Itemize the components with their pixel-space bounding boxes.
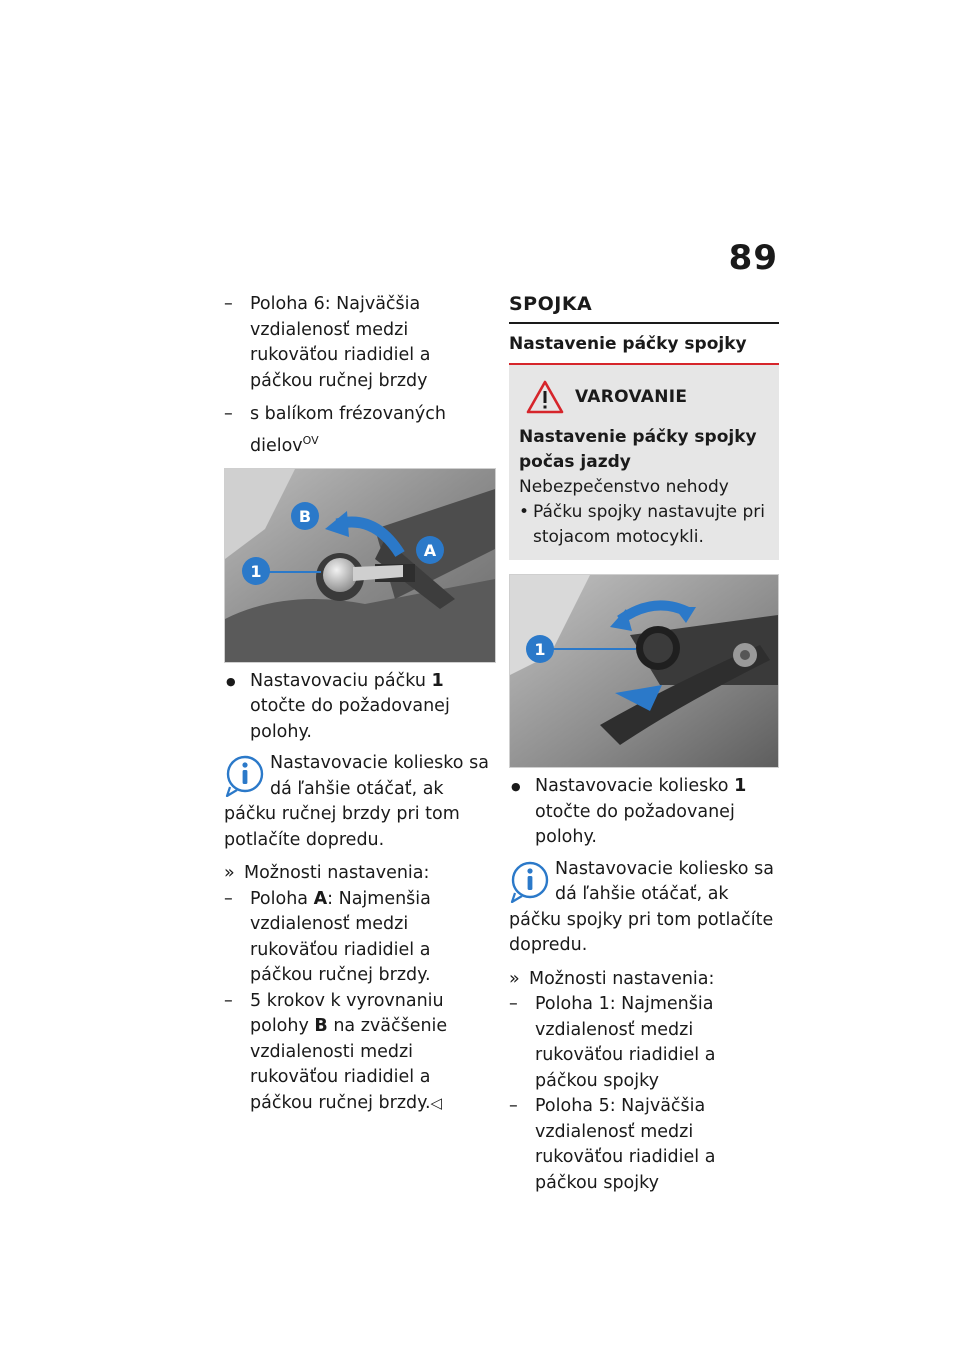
option-b-pre: 5 krokov k vyrovnaniu polohy [250, 990, 444, 1037]
option-b [224, 989, 494, 1117]
warning-label: VAROVANIE [575, 386, 688, 407]
option-a-pre: Poloha [250, 888, 314, 909]
list-item-balik [224, 402, 494, 459]
page-number: 89 [728, 238, 778, 278]
step-text-end: otočte do požadovanej polohy. [535, 801, 735, 847]
subsection-title: Nastavenie páčky spojky [509, 332, 779, 366]
left-column [224, 292, 494, 1116]
right-column [509, 292, 779, 1196]
option-a-text: : Najmenšia vzdialenosť medzi rukoväťou riadidiel a páčkou ručnej brzdy. [250, 888, 431, 986]
warning-triangle-icon [525, 379, 565, 415]
tip-block [224, 751, 494, 853]
info-icon [509, 859, 549, 903]
step-ref: 1 [431, 670, 444, 691]
figure-label-1: 1 [250, 561, 262, 581]
option-b-key: B [314, 1016, 328, 1037]
warning-box [509, 365, 779, 560]
warning-subtitle: Nastavenie páčky spojky počas jazdy [519, 427, 757, 472]
brake-lever-figure [224, 468, 496, 663]
option-5: – Poloha 5: Najväčšia vzdialenosť medzi rukoväťou riadidiel a páčkou spojky [509, 1094, 779, 1196]
warning-bullet: • Páčku spojky nastavujte pri stojacom motocykli. [519, 500, 769, 550]
tip-text: Nastavovacie koliesko sa dá ľahšie otáčať, ak páčku spojky pri tom potlačíte dopredu. [509, 858, 774, 955]
figure-label-1: 1 [534, 640, 546, 659]
clutch-lever-figure [509, 574, 779, 768]
figure-label-b: B [298, 506, 312, 526]
tip-block [509, 857, 779, 959]
option-a-key: A [313, 888, 328, 909]
warning-text: Nebezpečenstvo nehody [519, 477, 729, 497]
options-label: » Možnosti nastavenia: [509, 967, 779, 993]
info-icon [224, 753, 264, 797]
warning-header [525, 379, 769, 415]
options-label: » Možnosti nastavenia: [224, 861, 494, 887]
end-mark: ◁ [430, 1093, 443, 1112]
step-ref: 1 [734, 776, 747, 796]
balik-text: s balíkom frézovaných dielov [250, 404, 446, 456]
option-b-text: na zväčšenie vzdialenosti medzi rukoväťou riadidiel a páčkou ručnej brzdy. [250, 1016, 448, 1113]
step-text-end: otočte do požadovanej polohy. [250, 696, 450, 742]
tip-text: Nastavovacie koliesko sa dá ľahšie otáčať, ak páčku ručnej brzdy pri tom potlačíte dopredu. [224, 753, 489, 850]
figure-label-a: A [423, 540, 437, 560]
step-adjust-wheel [509, 774, 779, 851]
section-title: SPOJKA [509, 292, 779, 324]
list-item-poloha-6: – Poloha 6: Najväčšia vzdialenosť medzi rukoväťou riadidiel a páčkou ručnej brzdy [224, 292, 494, 394]
option-a [224, 887, 494, 989]
step-adjust-lever [224, 669, 494, 746]
ov-superscript: OV [302, 433, 319, 447]
step-text: Nastavovacie koliesko [535, 776, 735, 796]
option-1: – Poloha 1: Najmenšia vzdialenosť medzi rukoväťou riadidiel a páčkou spojky [509, 992, 779, 1094]
step-text: Nastavovaciu páčku [250, 670, 432, 691]
